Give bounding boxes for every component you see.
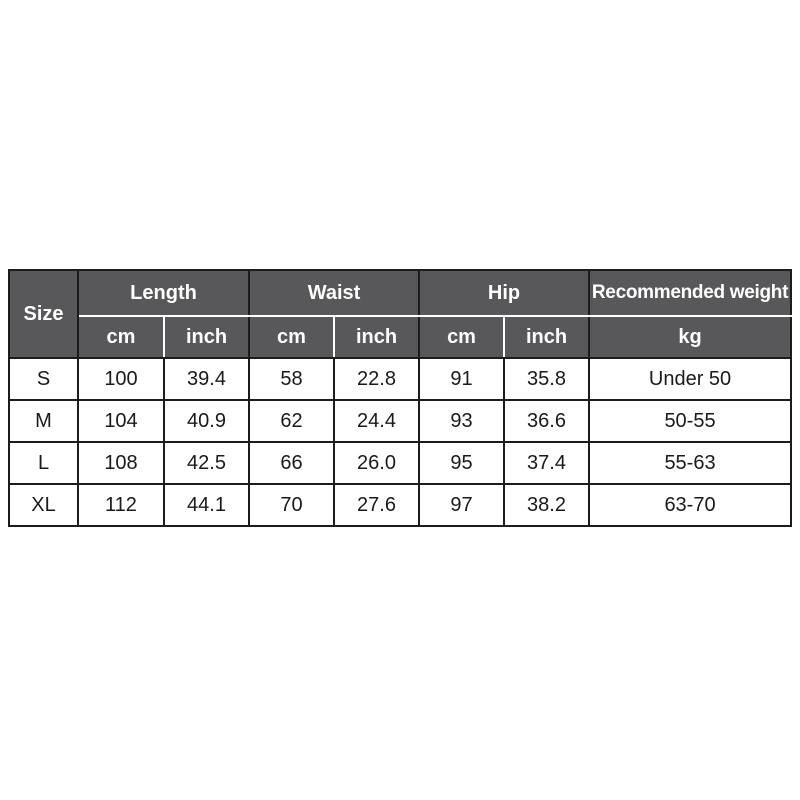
cell-weight: 63-70	[589, 484, 791, 526]
cell-waist-inch: 24.4	[334, 400, 419, 442]
cell-waist-cm: 62	[249, 400, 334, 442]
size-chart	[8, 269, 790, 527]
size-label: S	[9, 358, 78, 400]
unit-waist-inch: inch	[334, 316, 419, 358]
unit-weight-kg: kg	[589, 316, 791, 358]
unit-hip-cm: cm	[419, 316, 504, 358]
cell-length-inch: 44.1	[164, 484, 249, 526]
cell-waist-inch: 26.0	[334, 442, 419, 484]
cell-length-cm: 112	[78, 484, 164, 526]
size-label: XL	[9, 484, 78, 526]
table-row-s	[9, 358, 791, 400]
cell-hip-inch: 37.4	[504, 442, 589, 484]
cell-waist-inch: 22.8	[334, 358, 419, 400]
unit-waist-cm: cm	[249, 316, 334, 358]
cell-weight: Under 50	[589, 358, 791, 400]
table-row-xl	[9, 484, 791, 526]
size-chart-table	[8, 269, 792, 527]
cell-length-inch: 39.4	[164, 358, 249, 400]
cell-weight: 50-55	[589, 400, 791, 442]
table-row-l	[9, 442, 791, 484]
unit-hip-inch: inch	[504, 316, 589, 358]
cell-waist-cm: 66	[249, 442, 334, 484]
cell-hip-inch: 36.6	[504, 400, 589, 442]
cell-hip-inch: 35.8	[504, 358, 589, 400]
header-length: Length	[78, 270, 249, 316]
header-waist: Waist	[249, 270, 419, 316]
cell-hip-cm: 97	[419, 484, 504, 526]
cell-waist-cm: 58	[249, 358, 334, 400]
cell-hip-cm: 91	[419, 358, 504, 400]
cell-waist-inch: 27.6	[334, 484, 419, 526]
cell-waist-cm: 70	[249, 484, 334, 526]
cell-hip-cm: 93	[419, 400, 504, 442]
header-recommended-weight: Recommended weight	[589, 270, 791, 316]
cell-hip-cm: 95	[419, 442, 504, 484]
unit-length-inch: inch	[164, 316, 249, 358]
header-size: Size	[9, 270, 78, 358]
cell-length-inch: 40.9	[164, 400, 249, 442]
cell-weight: 55-63	[589, 442, 791, 484]
header-hip: Hip	[419, 270, 589, 316]
unit-length-cm: cm	[78, 316, 164, 358]
cell-length-cm: 100	[78, 358, 164, 400]
size-label: M	[9, 400, 78, 442]
cell-length-cm: 104	[78, 400, 164, 442]
table-row-m	[9, 400, 791, 442]
size-label: L	[9, 442, 78, 484]
cell-length-cm: 108	[78, 442, 164, 484]
cell-hip-inch: 38.2	[504, 484, 589, 526]
cell-length-inch: 42.5	[164, 442, 249, 484]
